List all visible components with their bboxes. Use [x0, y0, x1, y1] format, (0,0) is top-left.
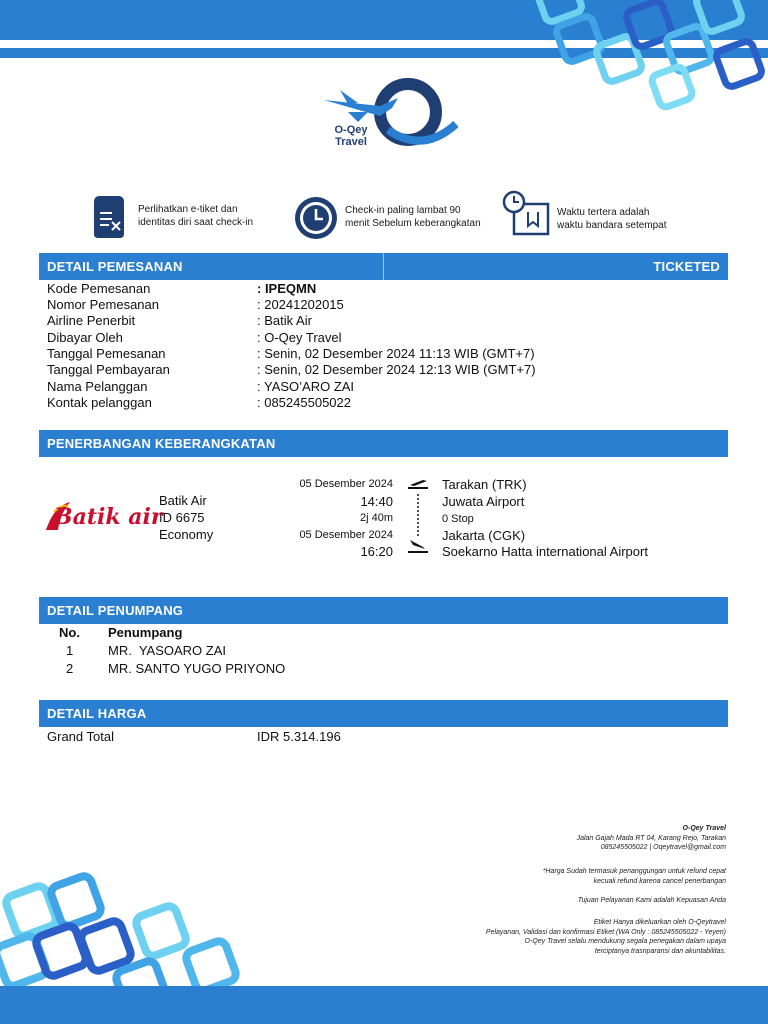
- departure-date: 05 Desember 2024: [299, 478, 393, 490]
- brand-name: O-Qey: [334, 124, 368, 136]
- origin-airport: Juwata Airport: [442, 494, 525, 509]
- departure-section-header: [39, 430, 728, 457]
- price-section-header: [39, 700, 728, 727]
- takeoff-icon: [408, 480, 428, 488]
- booking-label: Tanggal Pemesanan: [47, 346, 166, 361]
- departure-section-title: PENERBANGAN KEBERANGKATAN: [47, 436, 276, 451]
- passenger-section-title: DETAIL PENUMPANG: [47, 603, 184, 618]
- booking-section-header: [39, 253, 728, 280]
- footer-company-block: [577, 824, 726, 853]
- passenger-col-no: No.: [59, 625, 80, 640]
- info-text-time: [557, 206, 667, 232]
- booking-label: Tanggal Pembayaran: [47, 362, 170, 377]
- booking-value: : O-Qey Travel: [257, 330, 342, 345]
- bottom-banner: [0, 986, 768, 1024]
- booking-label: Dibayar Oleh: [47, 330, 123, 345]
- info-line: identitas diri saat check-in: [138, 217, 254, 228]
- booking-value: : Senin, 02 Desember 2024 12:13 WIB (GMT+7): [257, 362, 536, 377]
- ticket-id-icon: [90, 194, 126, 240]
- booking-label: Kontak pelanggan: [47, 395, 152, 410]
- brand-sub: Travel: [335, 136, 367, 148]
- booking-value: : YASO’ARO ZAI: [257, 379, 355, 394]
- company-logo: [318, 72, 458, 162]
- footer-line: Pelayanan, Validasi dan konfirmasi Etiket (WA Only : 085245505022 - Yeyen): [485, 928, 726, 936]
- passenger-no: 1: [66, 643, 74, 658]
- footer-note: *Harga Sudah termasuk penanggungan untuk refund cepat: [542, 868, 726, 875]
- flight-number: ID 6675: [159, 510, 205, 525]
- origin-city: Tarakan (TRK): [442, 477, 527, 492]
- info-item-eticket: [90, 194, 126, 245]
- stop-count: 0 Stop: [442, 513, 474, 525]
- booking-label: Nama Pelanggan: [47, 379, 148, 394]
- passenger-name: MR. SANTO YUGO PRIYONO: [108, 661, 286, 676]
- footer-address: Jalan Gajah Mada RT 04, Karang Rejo, Tarakan: [576, 834, 726, 842]
- footer-notes: [543, 867, 726, 886]
- info-item-time: [500, 190, 552, 243]
- booking-value: : 085245505022: [257, 395, 351, 410]
- booking-label: Nomor Pemesanan: [47, 297, 159, 312]
- ticket-status: TICKETED: [653, 259, 720, 274]
- landing-icon: [408, 540, 428, 552]
- grand-total-label: Grand Total: [47, 729, 114, 744]
- top-pattern-decoration: [520, 0, 768, 110]
- passenger-no: 2: [66, 661, 74, 676]
- info-item-checkin: [292, 195, 340, 246]
- destination-city: Jakarta (CGK): [442, 528, 526, 543]
- airline-name: Batik Air: [159, 493, 207, 508]
- price-section-title: DETAIL HARGA: [47, 706, 147, 721]
- footer-note: kecuali refund karena cancel penerbangan: [593, 877, 726, 885]
- footer-contact: 085245505022 | Oqeytravel@gmail.com: [600, 844, 726, 851]
- plane-q-logo-icon: [318, 72, 458, 162]
- footer-company: O-Qey Travel: [682, 825, 726, 832]
- info-line: waktu bandara setempat: [557, 220, 667, 231]
- footer-line: Etiket Hanya dikeluarkan oleh O-Qeytravel: [593, 919, 726, 926]
- batik-air-logo: [44, 500, 163, 534]
- booking-code-value: : IPEQMN: [257, 281, 317, 296]
- booking-value: : 20241202015: [257, 297, 344, 312]
- footer-line: terciptanya trasnparansi dan akuntabilitas.: [594, 947, 726, 955]
- info-line: Perlihatkan e-tiket dan: [138, 204, 238, 215]
- footer-motto: Tujuan Pelayanan Kami adalah Kepuasan Anda: [577, 897, 726, 904]
- passenger-col-name: Penumpang: [108, 625, 183, 640]
- booking-label: Airline Penerbit: [47, 313, 136, 328]
- flight-duration: 2j 40m: [359, 512, 393, 524]
- arrival-time: 16:20: [360, 544, 393, 559]
- booking-value: : Senin, 02 Desember 2024 11:13 WIB (GMT+7): [257, 346, 535, 361]
- booking-label: Kode Pemesanan: [47, 281, 151, 296]
- calendar-icon: [500, 190, 552, 238]
- header-divider: [383, 253, 384, 280]
- footer-line: O-Qey Travel selalu mendukung segala penegakan dalam upaya: [524, 938, 726, 945]
- passenger-section-header: [39, 597, 728, 624]
- info-line: Check-in paling lambat 90: [345, 205, 461, 216]
- grand-total-value: IDR 5.314.196: [257, 729, 341, 744]
- footer-terms: [486, 918, 726, 956]
- info-text-eticket: [138, 203, 253, 229]
- clock-icon: [292, 195, 340, 241]
- departure-time: 14:40: [360, 494, 393, 509]
- route-timeline: [405, 476, 431, 558]
- booking-value: : Batik Air: [257, 313, 312, 328]
- passenger-name: MR. YASOARO ZAI: [108, 643, 226, 658]
- info-line: menit Sebelum keberangkatan: [345, 218, 481, 229]
- booking-section-title: DETAIL PEMESANAN: [47, 259, 183, 274]
- info-text-checkin: [345, 204, 481, 230]
- arrival-date: 05 Desember 2024: [299, 529, 393, 541]
- destination-airport: Soekarno Hatta international Airport: [442, 544, 648, 559]
- info-line: Waktu tertera adalah: [557, 207, 650, 218]
- cabin-class: Economy: [159, 527, 214, 542]
- batik-logo-text: Batik air: [54, 504, 163, 530]
